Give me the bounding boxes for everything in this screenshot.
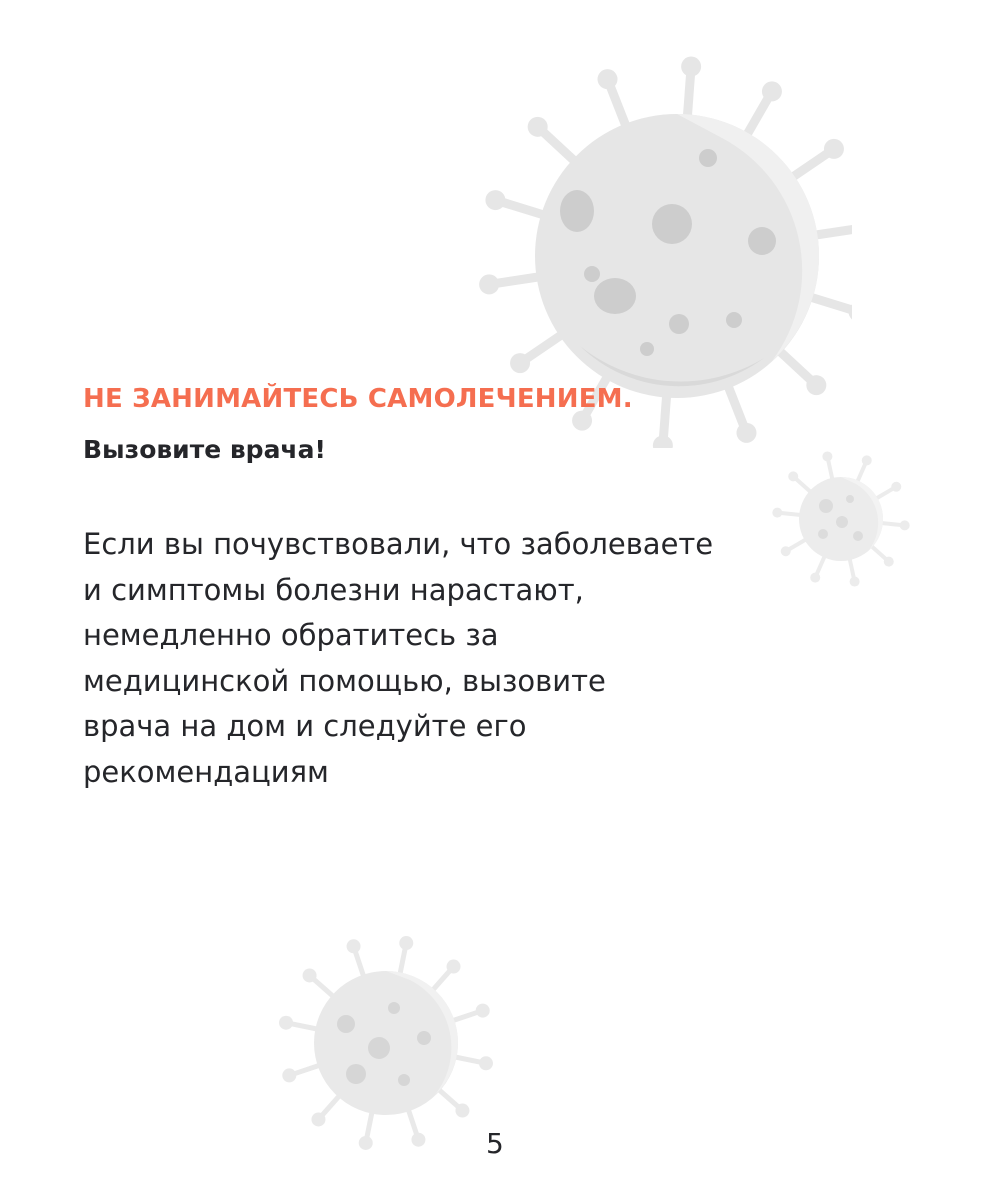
virus-spike-tip: [528, 117, 548, 137]
virus-spike-tip: [788, 471, 798, 481]
virus-spike-tip: [479, 274, 499, 294]
virus-spike-tip: [279, 1016, 293, 1030]
body-line: Если вы почувствовали, что заболеваете: [83, 527, 714, 561]
virus-spike-tip: [762, 81, 782, 101]
virus-spike-tip: [806, 375, 826, 395]
virus-spike-tip: [282, 1068, 296, 1082]
virus-spike-tip: [479, 1056, 493, 1070]
virus-spike-tip: [653, 435, 673, 448]
virus-spike-tip: [598, 69, 618, 89]
virus-spike-tip: [347, 939, 361, 953]
virus-spike-tip: [476, 1004, 490, 1018]
virus-spike-tip: [510, 353, 530, 373]
virus-spike-tip: [772, 508, 782, 518]
virus-spike-tip: [311, 1112, 325, 1126]
virus-spike-tip: [359, 1136, 373, 1150]
virus-spike: [813, 228, 852, 236]
virus-spike-tip: [447, 960, 461, 974]
page-title: НЕ ЗАНИМАЙТЕСЬ САМОЛЕЧЕНИЕМ.: [83, 384, 633, 414]
virus-spike-tip: [681, 57, 701, 77]
virus-spike-tip: [303, 968, 317, 982]
body-line: врача на дом и следуйте его: [83, 709, 527, 743]
virus-spike-tip: [736, 423, 756, 443]
body-line: рекомендациям: [83, 754, 329, 789]
virus-icon: [276, 928, 496, 1158]
virus-spike-tip: [411, 1133, 425, 1147]
page-subtitle: Вызовите врача!: [83, 435, 326, 464]
body-line: медицинской помощью, вызовите: [83, 663, 606, 698]
virus-spike-tip: [862, 455, 872, 465]
page-number: 5: [486, 1127, 504, 1160]
virus-spike-tip: [485, 190, 505, 210]
body-paragraph: [83, 522, 933, 795]
virus-spike-tip: [399, 936, 413, 950]
body-line: немедленно обратитесь за: [83, 618, 499, 652]
virus-spike-tip: [455, 1104, 469, 1118]
body-line: и симптомы болезни нарастают,: [83, 572, 584, 607]
virus-spike: [809, 297, 852, 312]
virus-spike-tip: [824, 139, 844, 159]
virus-spike-tip: [891, 482, 901, 492]
virus-spike-tip: [822, 451, 832, 461]
